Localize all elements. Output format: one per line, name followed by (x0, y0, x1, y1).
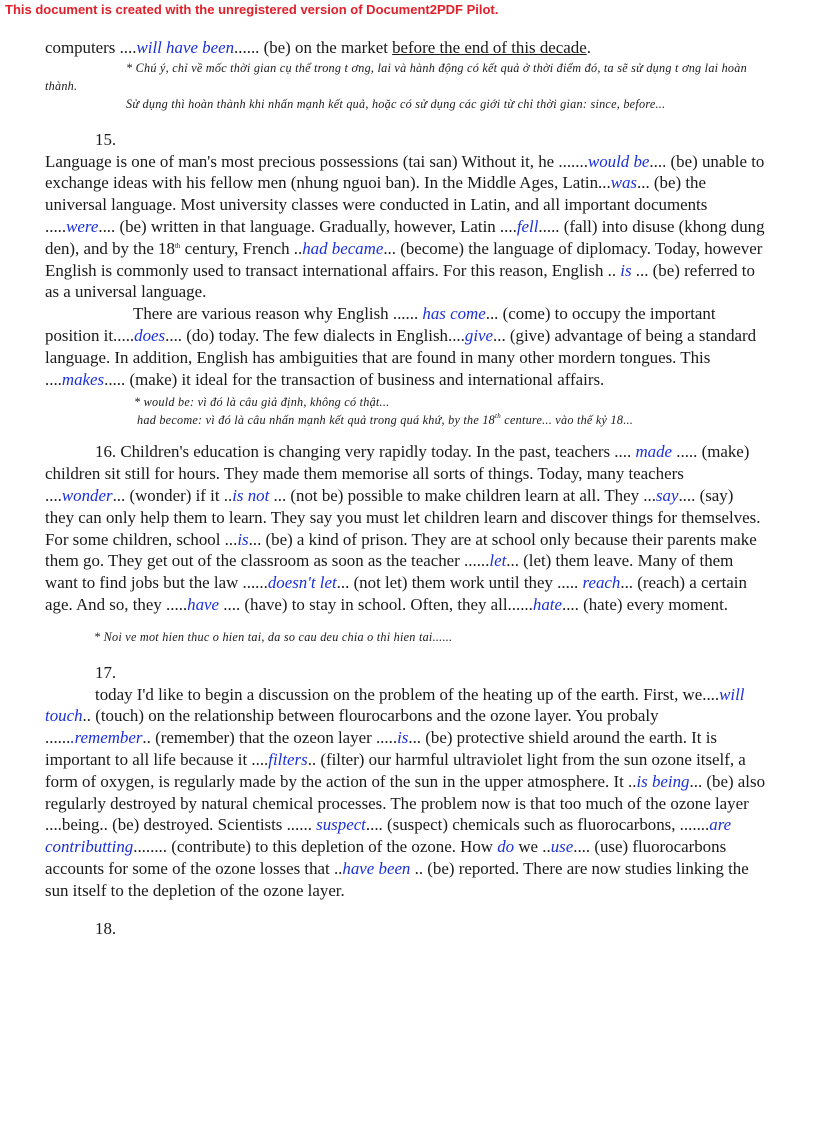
answer: would be (587, 151, 650, 171)
answer: have been (342, 858, 411, 878)
answer: fell (516, 216, 539, 236)
answer: is (237, 529, 249, 549)
answer: do (497, 837, 515, 857)
answer: doesn't let (267, 573, 337, 593)
answer: filters (268, 749, 308, 769)
answer: will have been (136, 38, 235, 57)
answer: were (66, 216, 99, 236)
answer: makes (61, 369, 105, 389)
answer: say (655, 485, 679, 505)
answer: wonder (61, 485, 113, 505)
answer: let (489, 551, 507, 571)
exercise-15-number: 15. (95, 129, 117, 149)
note-14-1: * Chú ý, chỉ về mốc thời gian cụ thể trong t ơng, lai và hành động có kết quả ở thời điểm đó, ta sẽ sử dụng t ơng lai hoàn thành. (45, 60, 747, 93)
answer: does (134, 325, 166, 345)
answer: hate (532, 594, 562, 614)
note-15-2: had become: vì đó là câu nhấn mạnh kết quả trong quá khứ, by the 18th centure... vào thế kỷ 18... (137, 412, 634, 428)
exercise-15-para-1: Language is one of man's most precious possessions (tai san) Without it, he .......would be.... (be) unable to exchange ideas with his fellow men (nhung nguoi ban). In the Middle Ages, Latin...was... (be) the universal language. Most university classes were conducted in Latin, and all important documents .....were.... (be) written in that language. Gradually, however, Latin ....fell..... (fall) into disuse (khong dung den), and by the 18th century, French ..had became... (become) the language of diplomacy. Today, however English is commonly used to transact international affairs. For this reason, English .. is ... (be) referred to as a universal language. (45, 151, 765, 302)
underlined-phrase: before the end of this decade (392, 38, 587, 57)
answer: give (464, 325, 494, 345)
exercise-15-para-2: There are various reason why English ...... has come... (come) to occupy the important position it.....does.... (do) today. The few dialects in English....give... (give) advantage of being a standard language. In addition, English has ambiguities that are found in many other mordern tongues. This ....makes..... (make) it ideal for the transaction of business and international affairs. (45, 304, 757, 389)
answer: are contributting (45, 815, 732, 857)
exercise-18-number: 18. (95, 918, 117, 938)
note-14-2: Sử dụng thì hoàn thành khi nhấn mạnh kết quả, hoặc có sử dụng các giới từ chỉ thời gian: since, before... (126, 96, 666, 111)
answer: has come (422, 304, 486, 324)
answer: reach (582, 573, 621, 593)
exercise-16-para: 16. Children's education is changing very rapidly today. In the past, teachers .... made ..... (make) children sit still for hours. They made them memorise all sorts of things. Today, many teachers ....wonder... (wonder) if it ..is not ... (not be) possible to make children learn at all. They ...say.... (say) they can only help them to learn. They say you must let children learn and discover things for themselves. For some children, school ...is... (be) a kind of prison. They are at school only because their parents make them go. They get out of the classroom as soon as the teacher ......let... (let) them leave. Many of them want to find jobs but the law ......doesn't let... (not let) them work until they ..... reach... (reach) a certain age. And so, they .....have .... (have) to stay in school. Often, they all......hate.... (hate) every moment. (45, 442, 761, 614)
answer: have (187, 594, 220, 614)
exercise-17-para: today I'd like to begin a discussion on the problem of the heating up of the earth. First, we....will touch.. (touch) on the relationship between flourocarbons and the ozone layer. You probaly .......remember.. (remember) that the ozeon layer .....is... (be) protective shield around the earth. It is important to all life because it ....filters.. (filter) our harmful ultraviolet light from the sun ozone itself, a form of oxygen, is regularly made by the action of the sun in the upper atmosphere. It ..is being... (be) also regularly destroyed by natural chemical processes. The problem now is that too much of the ozone layer ....being.. (be) destroyed. Scientists ...... suspect.... (suspect) chemicals such as fluorocarbons, .......are contributting........ (contribute) to this depletion of the ozone. How do we ..use.... (use) fluorocarbons accounts for some of the ozone losses that ..have been .. (be) reported. There are now studies linking the sun itself to the depletion of the ozone layer. (45, 684, 766, 900)
note-16: * Noi ve mot hien thuc o hien tai, da so cau deu chia o thi hien tai...... (94, 629, 453, 644)
answer: had became (302, 238, 384, 258)
watermark-banner: This document is created with the unregistered version of Document2PDF Pilot. (5, 2, 499, 17)
exercise-17-number: 17. (95, 662, 117, 682)
answer: is not (232, 485, 270, 505)
answer: made (635, 442, 673, 462)
answer: will touch (45, 684, 745, 726)
answer: was (610, 173, 638, 193)
answer: .remember (70, 728, 143, 748)
answer: is (397, 728, 409, 748)
answer: use (550, 837, 574, 857)
answer: is being (636, 771, 690, 791)
document-page (45, 37, 765, 939)
exercise-14-tail: computers ....will have been...... (be) on the market before the end of this decade. (45, 38, 591, 57)
answer: suspect (316, 815, 366, 835)
note-15-1: * would be: vì đó là câu giả định, không có thật... (134, 395, 390, 410)
answer: is (620, 260, 632, 280)
